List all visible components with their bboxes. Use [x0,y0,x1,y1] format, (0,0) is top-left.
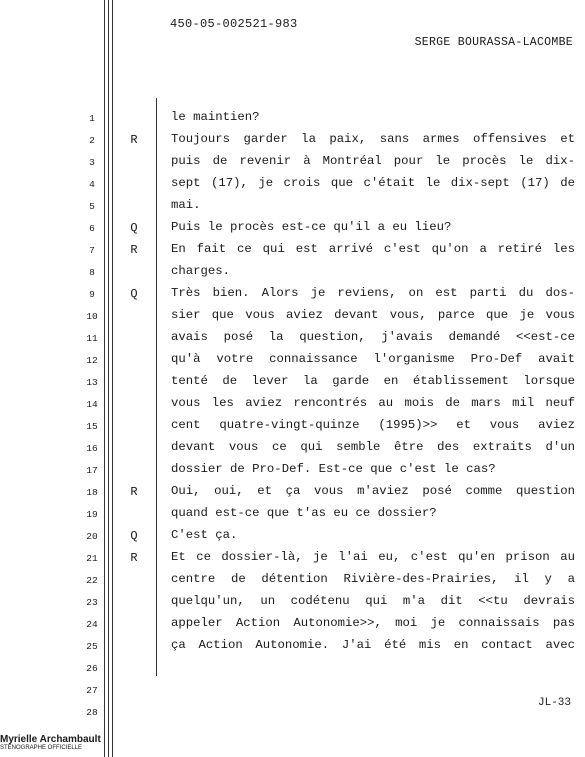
line-number: 3 [89,157,95,168]
transcript-line [80,572,580,591]
transcript-line [80,616,580,635]
line-number: 9 [89,289,95,300]
transcript-line [80,330,580,349]
line-text: Toujours garder la paix, sans armes offensives et [171,132,575,146]
stamp-title: STÉNOGRAPHE OFFICIELLE [0,745,83,751]
line-number: 7 [89,245,95,256]
transcript-line [80,308,580,327]
line-text: Puis le procès est-ce qu'il a eu lieu? [171,220,452,234]
line-text: quand est-ce que t'as eu ce dossier? [171,506,437,520]
line-text: sier que vous aviez devant vous, parce que je vous [171,308,575,322]
transcript-line [80,396,580,415]
speaker-marker: R [130,485,138,499]
transcript-line [80,374,580,393]
line-number: 18 [86,487,98,498]
transcript-line [80,462,580,481]
speaker-marker: Q [130,287,138,301]
line-number: 4 [89,179,95,190]
transcript-line [80,154,580,173]
line-text: le maintien? [171,110,260,124]
speaker-marker: R [130,243,138,257]
transcript-line [80,594,580,613]
line-number: 13 [86,377,98,388]
stamp-name: Myrielle Archambault [0,734,101,745]
transcript-line [80,638,580,657]
transcript-line [80,242,580,261]
speaker-marker: Q [130,529,138,543]
transcript-line [80,682,580,701]
line-number: 8 [89,267,95,278]
transcript-line [80,484,580,503]
line-text: devant vous ce qui semble être des extraits d'un [171,440,575,454]
line-text: appeler Action Autonomie>>, moi je connaissais pas [171,616,575,630]
line-text: C'est ça. [171,528,238,542]
speaker-marker: Q [130,221,138,235]
transcript-line [80,660,580,679]
line-number: 24 [86,619,98,630]
line-number: 1 [89,113,95,124]
transcript-line [80,286,580,305]
line-number: 10 [86,311,98,322]
line-number: 23 [86,597,98,608]
line-text: En fait ce qui est arrivé c'est qu'on a retiré les [171,242,575,256]
transcript-line [80,176,580,195]
line-number: 19 [86,509,98,520]
speaker-marker: R [130,133,138,147]
line-text: tenté de lever la garde en établissement lorsque [171,374,575,388]
line-text: qu'à votre connaissance l'organisme Pro-Def avait [171,352,575,366]
line-number: 2 [89,135,95,146]
line-text: Très bien. Alors je reviens, on est parti du dos- [171,286,575,300]
speaker-marker: R [130,551,138,565]
line-text: vous les aviez rencontrés au mois de mars mil neuf [171,396,575,410]
line-text: ça Action Autonomie. J'ai été mis en contact avec [171,638,575,652]
transcript-line [80,264,580,283]
line-number: 5 [89,201,95,212]
line-number: 26 [86,663,98,674]
line-text: puis de revenir à Montréal pour le procès le dix- [171,154,575,168]
transcript-line [80,440,580,459]
transcript-line [80,132,580,151]
line-text: Et ce dossier-là, je l'ai eu, c'est qu'en prison au [171,550,575,564]
transcript-line [80,506,580,525]
transcript-line [80,550,580,569]
line-text: dossier de Pro-Def. Est-ce que c'est le cas? [171,462,496,476]
line-number: 11 [86,333,98,344]
stenographer-stamp [0,734,110,752]
page-reference: JL-33 [537,697,571,709]
line-text: avais posé la question, j'avais demandé <<est-ce [171,330,575,344]
line-text: cent quatre-vingt-quinze (1995)>> et vous aviez [171,418,575,432]
line-number: 14 [86,399,98,410]
line-text: centre de détention Rivière-des-Prairies, il y a [171,572,575,586]
line-text: sept (17), je crois que c'était le dix-sept (17) de [171,176,575,190]
line-number: 28 [86,707,98,718]
witness-name: SERGE BOURASSA-LACOMBE [414,36,573,49]
line-number: 20 [86,531,98,542]
transcript-line [80,110,580,129]
line-number: 6 [89,223,95,234]
transcript-line [80,528,580,547]
line-number: 22 [86,575,98,586]
line-number: 21 [86,553,98,564]
line-number: 27 [86,685,98,696]
transcript-line [80,352,580,371]
line-text: Oui, oui, et ça vous m'aviez posé comme question [171,484,575,498]
line-number: 17 [86,465,98,476]
line-number: 16 [86,443,98,454]
transcript-line [80,220,580,239]
line-text: mai. [171,198,201,212]
line-text: quelqu'un, un codétenu qui m'a dit <<tu devrais [171,594,575,608]
line-number: 12 [86,355,98,366]
transcript-line [80,418,580,437]
transcript-line [80,198,580,217]
transcript-line [80,704,580,723]
line-text: charges. [171,264,231,278]
line-number: 25 [86,641,98,652]
case-number: 450-05-002521-983 [170,17,298,31]
line-number: 15 [86,421,98,432]
